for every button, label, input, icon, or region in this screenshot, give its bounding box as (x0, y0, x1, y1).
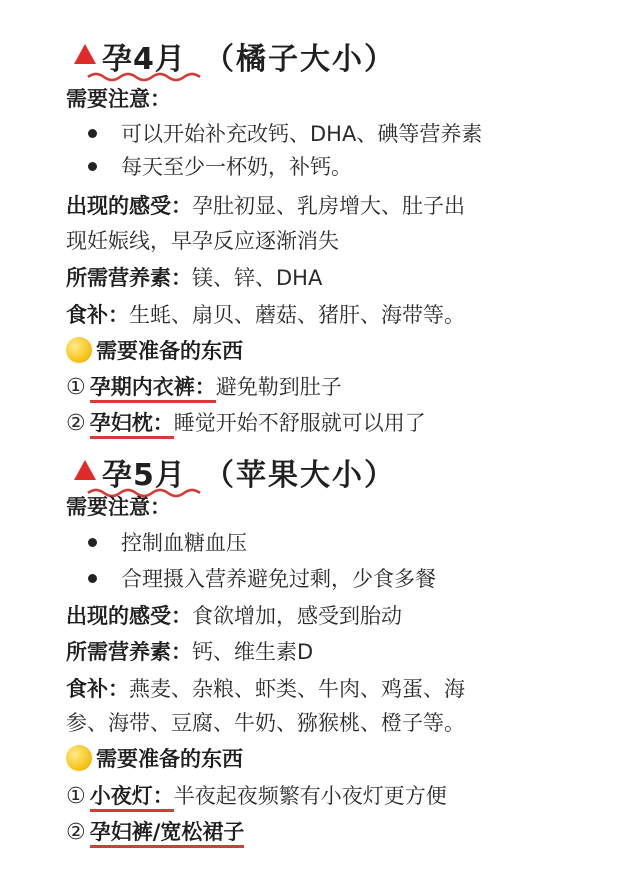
list-item: 合理摄入营养避免过剩，少食多餐 (88, 564, 640, 594)
yellow-circle-icon (66, 337, 92, 363)
bullet-icon (88, 574, 97, 583)
month5-section (0, 446, 640, 845)
month5-prep-item-2: ② 孕妇裤/宽松裙子 (66, 817, 626, 848)
month4-nutrients: 所需营养素：镁、锌、DHA (66, 266, 323, 290)
red-triangle-icon (74, 44, 96, 64)
month4-title: 孕4月 (102, 42, 186, 77)
month5-subtitle: （苹果大小） (204, 458, 396, 493)
list-item: 可以开始补充改钙、DHA、碘等营养素 (88, 119, 640, 149)
month4-title-row (0, 30, 640, 86)
month4-notice-label: 需要注意： (66, 87, 171, 111)
month5-prep-item-1: ① 小夜灯：半夜起夜频繁有小夜灯更方便 (66, 781, 626, 812)
bullet-icon (88, 538, 97, 547)
month5-notice-label: 需要注意： (66, 495, 171, 519)
month4-subtitle: （橘子大小） (204, 42, 396, 77)
list-item: 每天至少一杯奶，补钙。 (88, 152, 640, 182)
month4-section (0, 30, 640, 436)
month5-food: 食补：燕麦、杂粮、虾类、牛肉、鸡蛋、海 (66, 677, 465, 701)
month5-nutrients: 所需营养素：钙、维生素D (66, 640, 314, 664)
month4-prep-item-2: ② 孕妇枕：睡觉开始不舒服就可以用了 (66, 408, 626, 439)
list-item: 控制血糖血压 (88, 528, 640, 558)
red-triangle-icon (74, 460, 96, 480)
month4-prep-item-1: ① 孕期内衣裤：避免勒到肚子 (66, 372, 626, 403)
month5-prepare-heading: 需要准备的东西 (66, 744, 626, 774)
month5-title: 孕5月 (102, 458, 186, 493)
month4-food: 食补：生蚝、扇贝、蘑菇、猪肝、海带等。 (66, 303, 465, 327)
bullet-icon (88, 162, 97, 171)
bullet-icon (88, 129, 97, 138)
yellow-circle-icon (66, 745, 92, 771)
month5-food-cont: 参、海带、豆腐、牛奶、猕猴桃、橙子等。 (66, 711, 465, 735)
wavy-underline-icon (86, 70, 202, 82)
month5-feeling: 出现的感受：食欲增加，感受到胎动 (66, 604, 402, 628)
month4-prepare-heading: 需要准备的东西 (66, 336, 626, 366)
month4-feeling: 出现的感受：孕肚初显、乳房增大、肚子出 (66, 194, 465, 218)
month4-feeling-cont: 现妊娠线，早孕反应逐渐消失 (66, 229, 339, 253)
